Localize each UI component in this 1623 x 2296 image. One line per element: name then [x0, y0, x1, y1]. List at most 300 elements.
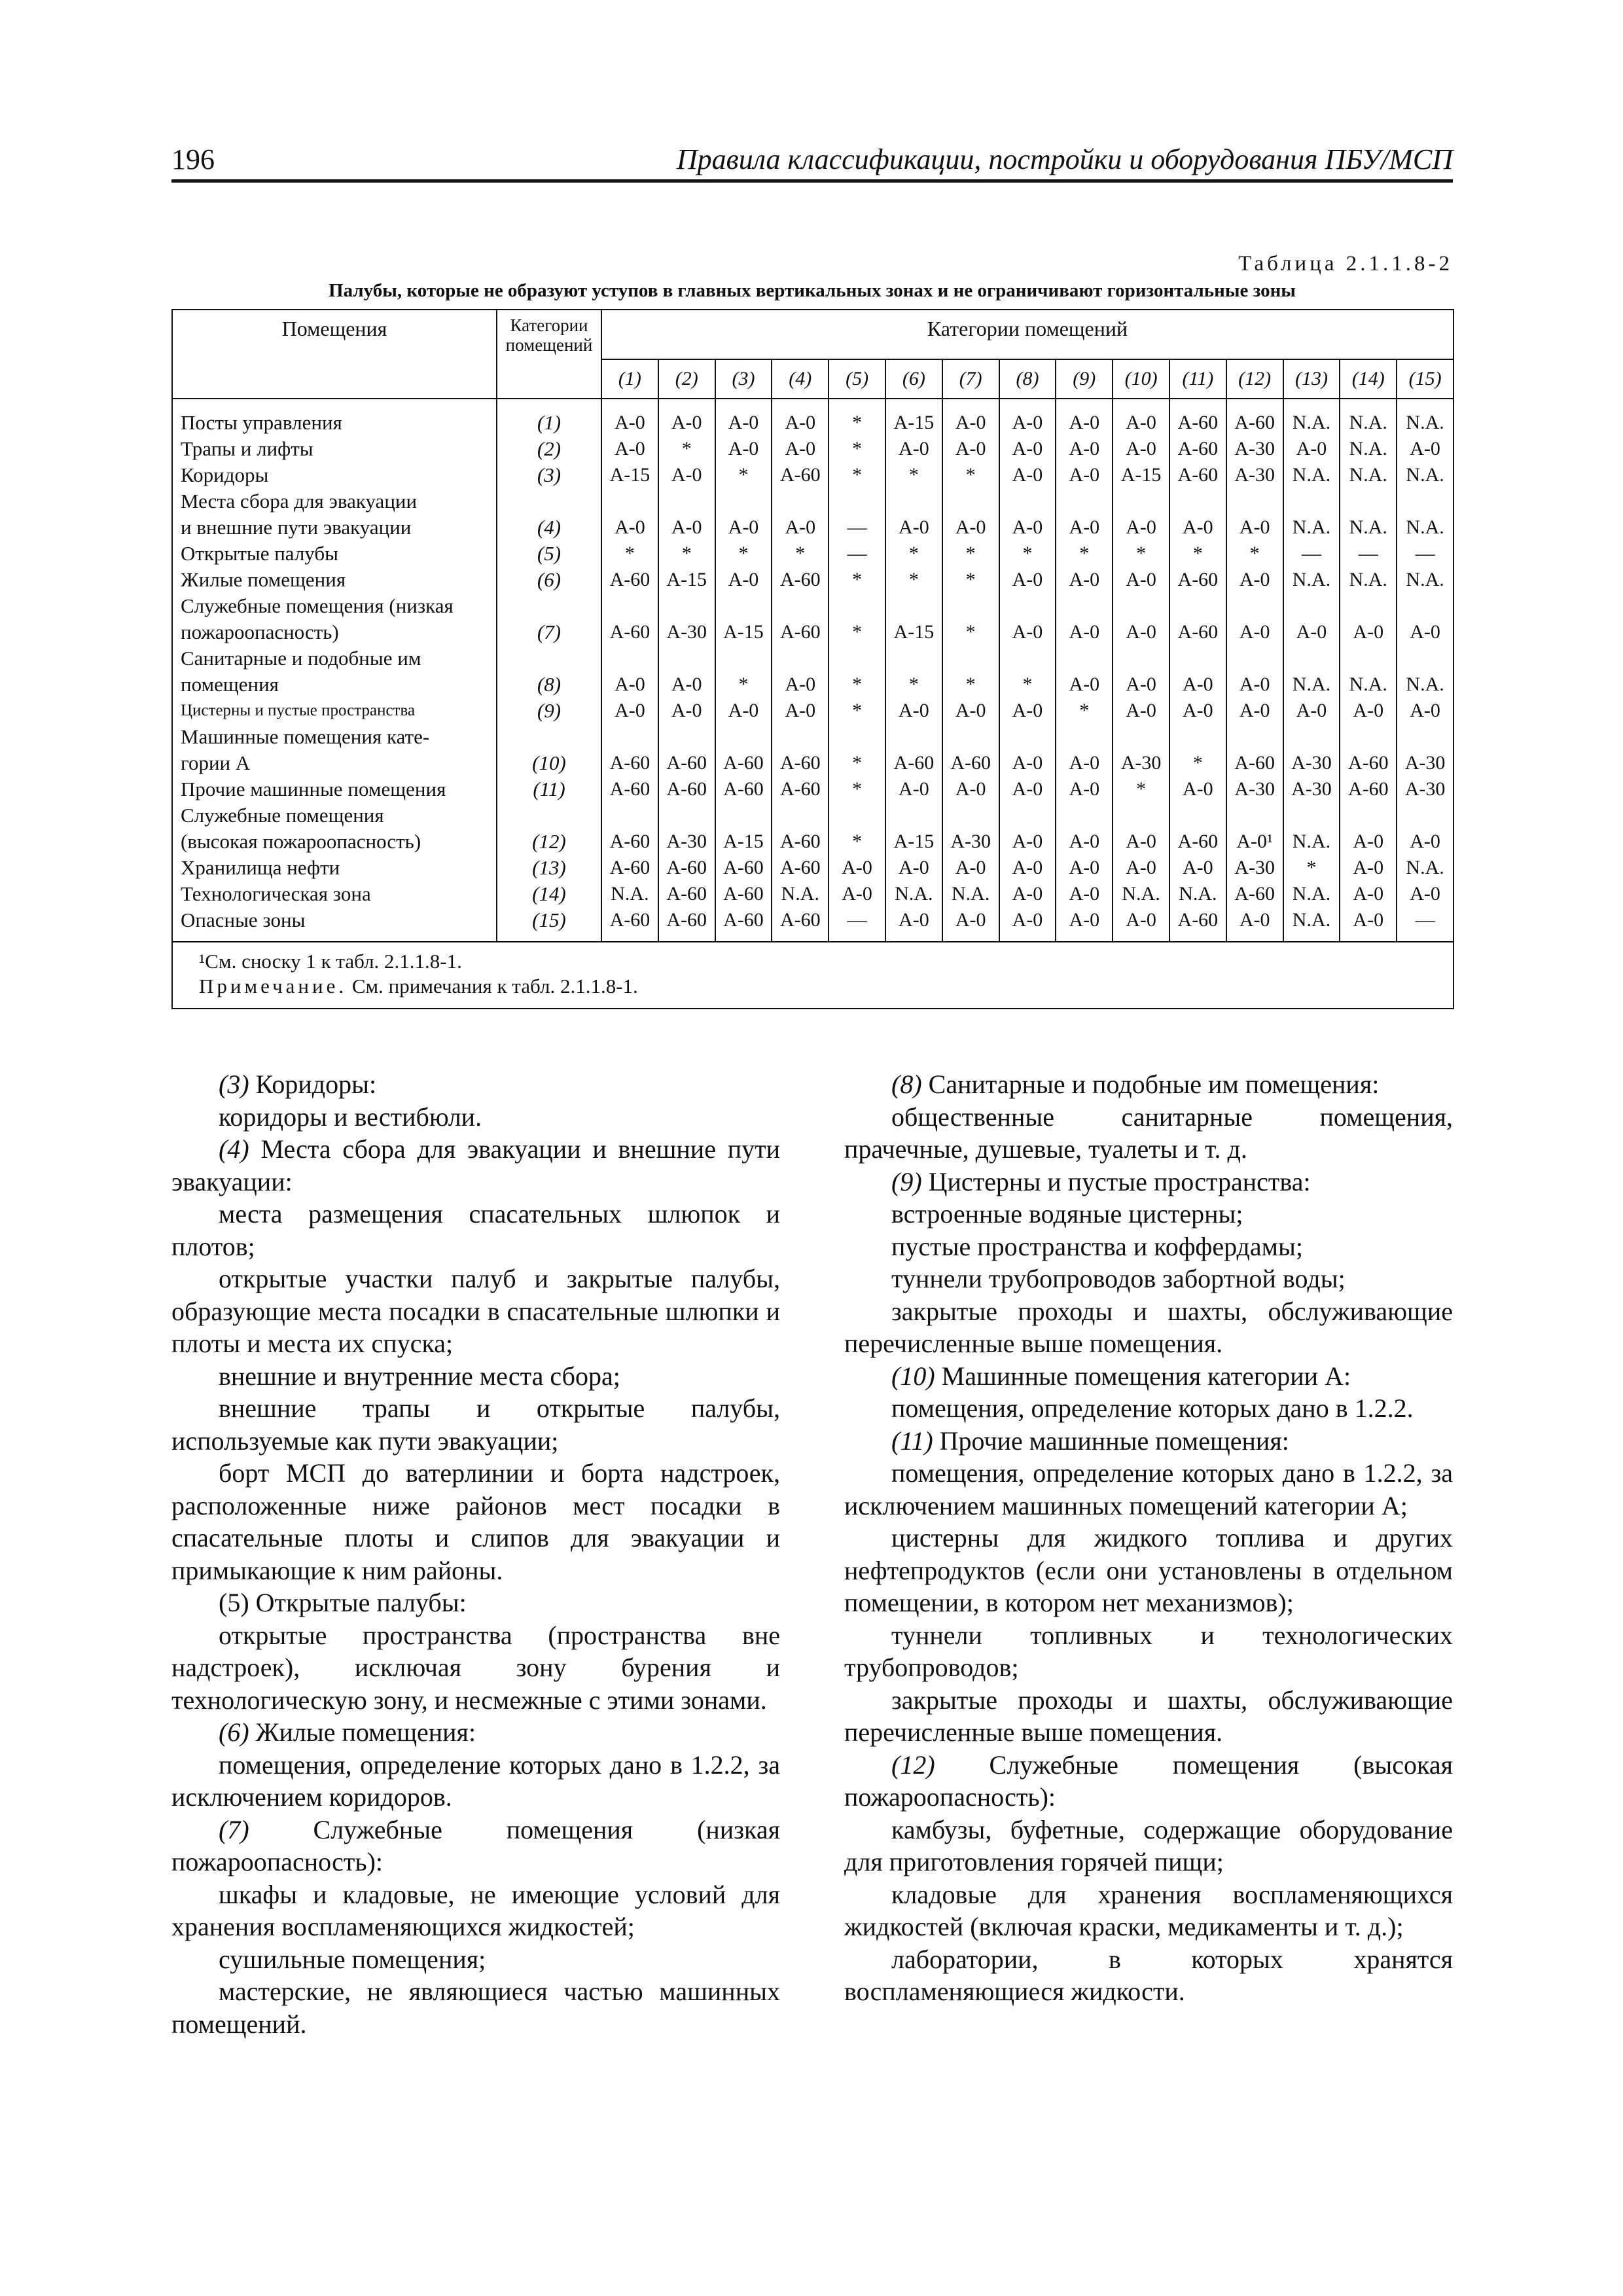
category-ref: (6) — [219, 1717, 249, 1747]
cell-value: A-60 — [1347, 752, 1389, 774]
cell-value: A-0 — [899, 909, 929, 931]
paragraph-text: внешние трапы и открытые палубы, используемые как пути эвакуации; — [171, 1393, 780, 1456]
cell-value: * — [852, 778, 863, 800]
cell-value: A-0 — [1353, 909, 1384, 931]
cell-value: A-0 — [1183, 700, 1213, 721]
table-title: Палубы, которые не образуют уступов в главных вертикальных зонах и не ограничивают горизонтальные зоны — [329, 280, 1296, 301]
cell-value: N.A. — [781, 883, 819, 905]
cell-value: A-60 — [779, 831, 821, 852]
paragraph — [844, 1263, 1453, 1295]
paragraph — [171, 1943, 780, 1976]
page-header — [171, 139, 1453, 183]
spacer — [1113, 802, 1169, 829]
cell-value: A-0 — [1183, 857, 1213, 878]
cell-value: * — [965, 464, 976, 486]
paragraph-text: кладовые для хранения воспламеняющихся жидкостей (включая краски, медикаменты и т. д.); — [844, 1879, 1453, 1941]
cell-value: A-0 — [955, 857, 986, 878]
cell-value: A-15 — [723, 621, 764, 643]
spacer — [659, 724, 715, 750]
cell-value: A-60 — [1234, 752, 1275, 774]
row-category: (3) — [537, 463, 562, 486]
room-name: Прочие машинные помещения — [181, 778, 446, 800]
row-category: (8) — [537, 673, 562, 696]
value-column-15 — [1397, 399, 1454, 942]
running-title: Правила классификации, постройки и оборудования ПБУ/МСП — [676, 143, 1453, 175]
cell-value: A-0 — [785, 412, 816, 433]
spacer — [1170, 802, 1226, 829]
paragraph — [844, 1295, 1453, 1360]
header-category-line1: Категории — [510, 315, 588, 335]
spacer — [943, 488, 999, 514]
cell-value: A-0 — [1126, 621, 1156, 643]
header-categories-group: Категории помещений — [601, 310, 1454, 359]
paragraph — [844, 1684, 1453, 1749]
cell-value: A-0 — [1012, 831, 1043, 852]
cell-value: A-0 — [1410, 700, 1440, 721]
category-number-4: (4) — [772, 359, 829, 399]
cell-value: * — [852, 752, 863, 774]
row-category: (14) — [532, 882, 566, 905]
paragraph-text: (5) Открытые палубы: — [219, 1588, 467, 1617]
paragraph-text: встроенные водяные цистерны; — [891, 1199, 1243, 1229]
paragraph — [844, 1068, 1453, 1101]
room-name: и внешние пути эвакуации — [181, 516, 412, 539]
cell-value: * — [681, 438, 692, 459]
cell-value: A-60 — [609, 857, 651, 878]
spacer — [659, 488, 715, 514]
cell-value: A-0 — [1126, 909, 1156, 931]
cell-value: A-0 — [1239, 516, 1270, 538]
category-number-1: (1) — [601, 359, 658, 399]
row-category: (11) — [533, 778, 565, 800]
spacer — [1397, 802, 1453, 829]
cell-value: A-0 — [1069, 778, 1100, 800]
cell-value: N.A. — [1349, 438, 1387, 459]
spacer — [716, 488, 772, 514]
row-category: (9) — [537, 699, 562, 722]
cell-value: * — [1079, 543, 1090, 564]
cell-value: A-0 — [671, 700, 702, 721]
cell-value: A-30 — [1234, 464, 1275, 486]
room-name: Опасные зоны — [181, 908, 306, 931]
spacer — [1397, 645, 1453, 672]
cell-value: A-60 — [1234, 883, 1275, 905]
cell-value: A-60 — [666, 857, 707, 878]
room-name: Коридоры — [181, 463, 269, 486]
spacer — [1397, 593, 1453, 619]
paragraph-text: Машинные помещения категории А: — [935, 1361, 1351, 1391]
spacer — [602, 802, 658, 829]
spacer — [1000, 593, 1056, 619]
paragraph-text: борт МСП до ватерлинии и борта надстроек, расположенные ниже районов мест посадки в спасательные плоты и слипов для эвакуации и примыкающие к ним районы. — [171, 1458, 780, 1585]
spacer — [1000, 724, 1056, 750]
cell-value: A-15 — [723, 831, 764, 852]
note-text: См. примечания к табл. 2.1.1.8-1. — [347, 975, 638, 997]
cell-value: A-0 — [671, 412, 702, 433]
cell-value: A-0 — [671, 673, 702, 695]
category-ref: (10) — [891, 1361, 935, 1391]
category-ref: (4) — [219, 1134, 249, 1164]
paragraph — [171, 1457, 780, 1587]
cell-value: A-60 — [666, 778, 707, 800]
table-footnote: ¹См. сноску 1 к табл. 2.1.1.8-1. — [199, 950, 462, 973]
cell-value: A-0 — [1012, 857, 1043, 878]
paragraph — [171, 1587, 780, 1619]
paragraph — [844, 1360, 1453, 1393]
row-category: (15) — [532, 908, 566, 931]
table-footer — [172, 942, 1454, 1009]
cell-value: A-15 — [1120, 464, 1162, 486]
cell-value: A-0 — [1069, 883, 1100, 905]
spacer — [659, 593, 715, 619]
spacer — [1113, 645, 1169, 672]
cell-value: A-60 — [893, 752, 935, 774]
room-name: Служебные помещения (низкая — [181, 594, 454, 617]
cell-value: A-0 — [1012, 778, 1043, 800]
cell-value: A-0 — [1012, 909, 1043, 931]
paragraph — [171, 1101, 780, 1134]
row-category: (1) — [537, 411, 562, 434]
category-column — [497, 399, 601, 942]
spacer — [943, 645, 999, 672]
cell-value: * — [852, 700, 863, 721]
category-number-10: (10) — [1113, 359, 1169, 399]
paragraph — [844, 1943, 1453, 2008]
category-number-6: (6) — [885, 359, 942, 399]
cell-value: A-15 — [609, 464, 651, 486]
category-number-14: (14) — [1340, 359, 1397, 399]
paragraph-text: мастерские, не являющиеся частью машинных помещений. — [171, 1977, 780, 2039]
room-name: Технологическая зона — [181, 882, 371, 905]
category-number-7: (7) — [942, 359, 999, 399]
paragraph — [844, 1166, 1453, 1198]
cell-value: A-0 — [1353, 857, 1384, 878]
spacer — [1340, 488, 1396, 514]
header-category — [497, 310, 601, 399]
cell-value: A-60 — [779, 909, 821, 931]
spacer — [602, 593, 658, 619]
spacer — [829, 724, 885, 750]
spacer — [1056, 488, 1112, 514]
spacer — [497, 488, 601, 514]
cell-value: N.A. — [1292, 412, 1331, 433]
cell-value: A-0 — [1410, 438, 1440, 459]
row-category: (6) — [537, 568, 562, 591]
spacer — [829, 488, 885, 514]
paragraph-text: Служебные помещения (высокая пожароопасность): — [844, 1749, 1453, 1812]
spacer — [772, 802, 828, 829]
value-column-8 — [999, 399, 1056, 942]
cell-value: A-0 — [1126, 831, 1156, 852]
spacer — [886, 488, 942, 514]
cell-value: — — [1301, 543, 1321, 564]
value-column-6 — [885, 399, 942, 942]
spacer — [772, 593, 828, 619]
spacer — [1340, 645, 1396, 672]
cell-value: A-0 — [1239, 673, 1270, 695]
cell-value: * — [852, 831, 863, 852]
cell-value: A-30 — [1234, 857, 1275, 878]
cell-value: N.A. — [952, 883, 990, 905]
cell-value: A-30 — [1291, 778, 1332, 800]
cell-value: A-0 — [899, 778, 929, 800]
cell-value: A-0 — [1239, 909, 1270, 931]
paragraph — [171, 1198, 780, 1263]
category-ref: (3) — [219, 1069, 249, 1099]
cell-value: A-30 — [1120, 752, 1162, 774]
cell-value: A-0 — [1069, 621, 1100, 643]
cell-value: A-0 — [1410, 621, 1440, 643]
cell-value: A-0 — [1012, 438, 1043, 459]
cell-value: A-0 — [1183, 778, 1213, 800]
cell-value: N.A. — [1292, 673, 1331, 695]
cell-value: A-0 — [1183, 516, 1213, 538]
cell-value: A-0 — [842, 883, 872, 905]
header-rooms: Помещения — [172, 310, 497, 399]
cell-value: A-60 — [723, 752, 764, 774]
cell-value: N.A. — [1349, 673, 1387, 695]
spacer — [772, 645, 828, 672]
cell-value: A-0 — [1012, 412, 1043, 433]
cell-value: — — [847, 543, 867, 564]
cell-value: * — [1022, 543, 1033, 564]
cell-value: A-60 — [609, 909, 651, 931]
cell-value: A-0 — [1410, 883, 1440, 905]
category-number-3: (3) — [715, 359, 772, 399]
value-column-9 — [1056, 399, 1113, 942]
cell-value: A-15 — [893, 621, 935, 643]
spacer — [716, 724, 772, 750]
spacer — [497, 802, 601, 829]
cell-value: * — [852, 569, 863, 590]
note-label: Примечание. — [199, 975, 348, 997]
room-name: Посты управления — [181, 411, 342, 434]
cell-value: N.A. — [1292, 464, 1331, 486]
spacer — [1284, 802, 1340, 829]
cell-value: A-30 — [950, 831, 991, 852]
spacer — [602, 645, 658, 672]
cell-value: A-0 — [899, 857, 929, 878]
cell-value: A-60 — [1177, 569, 1219, 590]
paragraph — [844, 1878, 1453, 1943]
cell-value: A-0 — [1126, 516, 1156, 538]
paragraph — [844, 1619, 1453, 1684]
room-name: Цистерны и пустые пространства — [181, 702, 416, 719]
cell-value: A-60 — [609, 621, 651, 643]
cell-value: * — [738, 464, 749, 486]
room-name: Открытые палубы — [181, 542, 338, 565]
cell-value: A-0 — [955, 700, 986, 721]
room-name: помещения — [181, 673, 279, 696]
cell-value: N.A. — [895, 883, 933, 905]
spacer — [1170, 488, 1226, 514]
cell-value: * — [852, 464, 863, 486]
cell-value: N.A. — [1349, 412, 1387, 433]
value-column-12 — [1226, 399, 1283, 942]
room-name: Трапы и лифты — [181, 437, 313, 460]
cell-value: N.A. — [1406, 412, 1444, 433]
value-column-3 — [715, 399, 772, 942]
row-category: (12) — [532, 830, 566, 853]
cell-value: A-0 — [728, 516, 759, 538]
cell-value: * — [908, 673, 919, 695]
spacer — [1170, 645, 1226, 672]
cell-value: A-60 — [779, 621, 821, 643]
cell-value: A-0 — [842, 857, 872, 878]
cell-value: N.A. — [1406, 569, 1444, 590]
paragraph — [171, 1133, 780, 1198]
cell-value: A-30 — [1291, 752, 1332, 774]
value-column-1 — [601, 399, 658, 942]
cell-value: N.A. — [1406, 673, 1444, 695]
paragraph — [844, 1230, 1453, 1263]
cell-value: A-0 — [728, 438, 759, 459]
spacer — [1170, 593, 1226, 619]
cell-value: A-0 — [955, 778, 986, 800]
spacer — [1397, 488, 1453, 514]
category-number-8: (8) — [999, 359, 1056, 399]
cell-value: A-0 — [728, 412, 759, 433]
table-label: Таблица 2.1.1.8-2 — [1238, 252, 1453, 276]
paragraph-text: шкафы и кладовые, не имеющие условий для хранения воспламеняющихся жидкостей; — [171, 1879, 780, 1941]
spacer — [1227, 593, 1283, 619]
cell-value: A-0 — [899, 438, 929, 459]
cell-value: A-0 — [1239, 621, 1270, 643]
spacer — [1056, 724, 1112, 750]
value-column-13 — [1283, 399, 1340, 942]
cell-value: A-60 — [1177, 909, 1219, 931]
cell-value: * — [1306, 857, 1317, 878]
cell-value: A-0 — [1410, 831, 1440, 852]
spacer — [886, 593, 942, 619]
cell-value: A-0 — [1069, 909, 1100, 931]
cell-value: A-0 — [1012, 621, 1043, 643]
cell-value: A-0 — [615, 438, 645, 459]
cell-value: — — [1415, 909, 1435, 931]
spacer — [1284, 645, 1340, 672]
paragraph-text: туннели топливных и технологических трубопроводов; — [844, 1620, 1453, 1682]
spacer — [943, 593, 999, 619]
spacer — [772, 724, 828, 750]
cell-value: N.A. — [1292, 909, 1331, 931]
paragraph — [171, 1716, 780, 1749]
spacer — [716, 593, 772, 619]
room-name: Санитарные и подобные им — [181, 647, 421, 670]
category-number-15: (15) — [1397, 359, 1454, 399]
cell-value: A-0 — [1353, 883, 1384, 905]
spacer — [659, 802, 715, 829]
cell-value: N.A. — [1292, 569, 1331, 590]
cell-value: — — [1358, 543, 1378, 564]
paragraph-text: помещения, определение которых дано в 1.2.2, за исключением машинных помещений категории А; — [844, 1458, 1453, 1520]
cell-value: A-0 — [1126, 857, 1156, 878]
spacer — [659, 645, 715, 672]
spacer — [1000, 802, 1056, 829]
cell-value: A-0 — [1069, 464, 1100, 486]
paragraph — [171, 1360, 780, 1393]
spacer — [1113, 724, 1169, 750]
cell-value: A-60 — [779, 752, 821, 774]
room-name: (высокая пожароопасность) — [181, 830, 421, 853]
cell-value: A-0 — [1296, 700, 1327, 721]
spacer — [772, 488, 828, 514]
cell-value: A-60 — [723, 857, 764, 878]
cell-value: A-60 — [1177, 464, 1219, 486]
cell-value: A-30 — [1404, 778, 1446, 800]
spacer — [1340, 593, 1396, 619]
cell-value: * — [908, 543, 919, 564]
cell-value: N.A. — [1406, 516, 1444, 538]
cell-value: — — [1415, 543, 1435, 564]
cell-value: A-0 — [955, 412, 986, 433]
cell-value: * — [1079, 700, 1090, 721]
cell-value: N.A. — [1292, 516, 1331, 538]
cell-value: A-60 — [779, 778, 821, 800]
cell-value: N.A. — [1406, 857, 1444, 878]
cell-value: A-0¹ — [1236, 831, 1273, 852]
cell-value: A-60 — [1347, 778, 1389, 800]
spacer — [1113, 593, 1169, 619]
cell-value: * — [908, 569, 919, 590]
cell-value: A-0 — [615, 516, 645, 538]
spacer — [1397, 724, 1453, 750]
spacer — [1284, 593, 1340, 619]
paragraph-text: камбузы, буфетные, содержащие оборудование для приготовления горячей пищи; — [844, 1814, 1453, 1876]
spacer — [602, 488, 658, 514]
header-category-line2: помещений — [505, 335, 593, 355]
cell-value: * — [965, 543, 976, 564]
cell-value: A-60 — [666, 909, 707, 931]
cell-value: * — [1192, 543, 1203, 564]
row-category: (5) — [537, 542, 562, 565]
cell-value: A-0 — [615, 700, 645, 721]
paragraph-text: сушильные помещения; — [219, 1944, 486, 1974]
spacer — [1000, 645, 1056, 672]
spacer — [1000, 488, 1056, 514]
spacer — [829, 645, 885, 672]
cell-value: A-60 — [666, 752, 707, 774]
room-name: Хранилища нефти — [181, 856, 340, 879]
value-column-7 — [942, 399, 999, 942]
row-category: (4) — [537, 516, 562, 539]
cell-value: A-0 — [1069, 412, 1100, 433]
category-ref: (11) — [891, 1426, 933, 1456]
page-number: 196 — [171, 143, 215, 175]
paragraph — [171, 1068, 780, 1101]
spacer — [497, 645, 601, 672]
cell-value: A-30 — [666, 831, 707, 852]
cell-value: — — [847, 516, 867, 538]
cell-value: A-0 — [671, 464, 702, 486]
paragraph — [844, 1198, 1453, 1230]
cell-value: A-0 — [1126, 673, 1156, 695]
cell-value: * — [738, 543, 749, 564]
cell-value: * — [738, 673, 749, 695]
spacer — [943, 802, 999, 829]
cell-value: A-0 — [1126, 412, 1156, 433]
cell-value: A-60 — [723, 909, 764, 931]
spacer — [829, 593, 885, 619]
rooms-column — [172, 399, 497, 942]
value-column-14 — [1340, 399, 1397, 942]
cell-value: A-15 — [893, 412, 935, 433]
cell-value: A-0 — [785, 673, 816, 695]
room-name: пожароопасность) — [181, 620, 339, 643]
paragraph — [844, 1457, 1453, 1522]
value-column-4 — [772, 399, 829, 942]
room-name: Машинные помещения кате- — [181, 725, 430, 748]
row-category: (2) — [537, 437, 562, 460]
